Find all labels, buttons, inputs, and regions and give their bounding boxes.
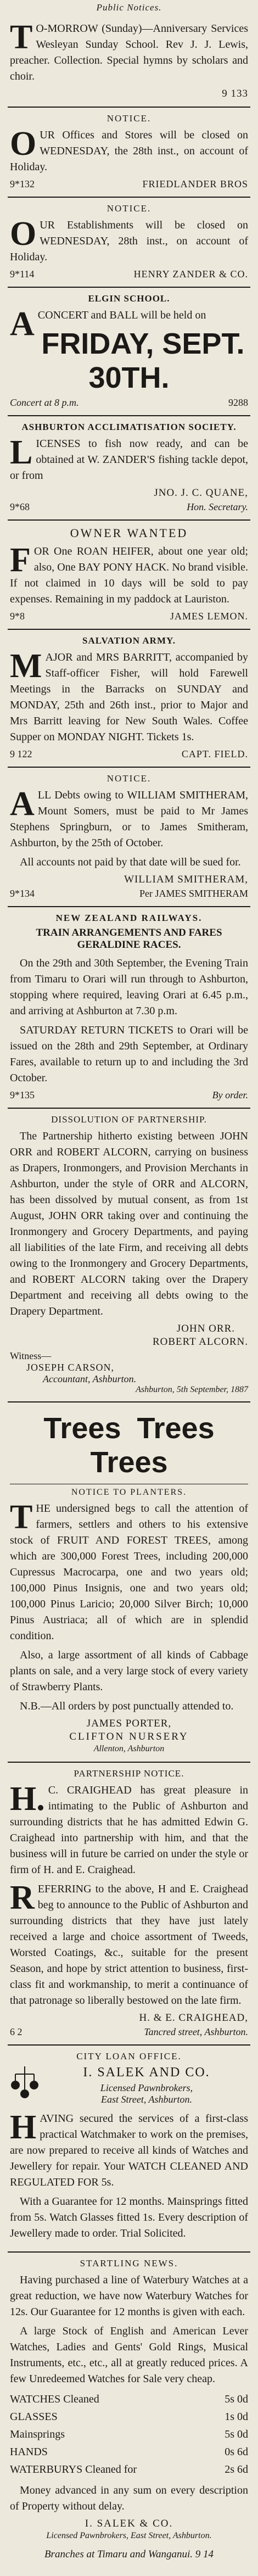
ad-footer [10,269,248,280]
ad-ref: 9*132 [10,178,35,189]
price-value: 5s 0d [225,2393,248,2405]
ad-ref: 9*134 [10,888,35,899]
ad-body: LICENSES to fish now ready, and can be obtained at W. ZANDER'S fishing tackle depot, or from [10,434,248,482]
ad-trees [8,1402,250,1763]
business-line: Licensed Pawnbrokers, East Street, Ashburton. [46,2531,212,2540]
ad-body: With a Guarantee for 12 months. Mainsprings fitted from 5s. Watch Glasses fitted 1s. Every description of Jewellery made to order. Trial Solicited. [10,2195,248,2239]
ad-heading: NOTICE TO PLANTERS. [10,1484,248,1497]
ad-heading: OWNER WANTED [70,526,188,540]
ad-body: OUR Establishments will be closed on WEDNESDAY, 28th inst., on account of Holiday. [10,215,248,263]
price-label: GLASSES [10,2411,58,2423]
ad-signature: JAMES PORTER, [86,1718,172,1729]
ad-city-loan [8,2046,250,2253]
business-line: Licensed Pawnbrokers, [100,2082,193,2093]
price-value: 1s 0d [225,2411,248,2423]
ad-ref: 9 122 [10,748,32,759]
ad-ref: 9288 [228,397,248,408]
ad-body: Also, a large assortment of all kinds of Cabbage plants on sale, and a very large stock of every variety of Strawberry Plants. [10,1649,248,1693]
nursery-place: Allenton, Ashburton [93,1744,165,1753]
price-row [10,2426,248,2443]
ad-heading: DISSOLUTION OF PARTNERSHIP. [51,1114,207,1125]
ad-owner-wanted [8,521,250,630]
ad-acclimatisation [8,416,250,521]
ad-signature: H. & E. CRAIGHEAD, [139,2012,248,2024]
ad-signature: HENRY ZANDER & CO. [133,269,248,280]
ad-footer [10,501,248,513]
ad-signature: JNO. J. C. QUANE, [154,487,248,499]
pawnbroker-balls-icon [10,2065,40,2099]
business-name: I. SALEK AND CO. [83,2065,210,2080]
ad-body: Money advanced in any sum on every description of Property without delay. [10,2484,248,2512]
ad-body: TO-MORROW (Sunday)—Anniversary Services Wesleyan Sunday School. Rev J. J. Lewis, preacher. Collection. Special hymns by scholars and choir. [10,19,248,82]
ad-footer [10,397,248,409]
ad-signature: By order. [212,1089,248,1100]
ad-banner: Trees Trees Trees [43,1412,215,1479]
newspaper-column [8,0,250,2567]
ad-friedlander [8,108,250,198]
ad-body: The Partnership hitherto existing between JOHN ORR and ROBERT ALCORN, carrying on business as Drapers, Ironmongers, and Provision Merchants in Ashburton, under the style of ORR and ALCORN, has been dissolved by mutual consent, as from 1st August, JOHN ORR taking over and continuing the Ironmongery and Grocery Departments, and paying all liabilities of the late Firm, and receiving all debts owing to the Ironmongery and Grocery Departments, and ROBERT ALCORN taking over the Drapery Department and receiving all debts owing to the Drapery Department. [10,1130,248,1317]
price-value: 0s 6d [225,2446,248,2458]
ad-footer [10,611,248,622]
ad-signature: I. SALEK & CO. [85,2518,173,2529]
ad-body: ALL Debts owing to WILLIAM SMITHERAM, Mount Somers, must be paid to Mr James Stephens Springburn, or to James Smitheram, Ashburton, by the 25th of October. [10,785,248,849]
ad-body: SATURDAY RETURN TICKETS to Orari will be issued on the 28th and 29th September, at Ordinary Fares, available to return up to and including the 3rd October. [10,1024,248,1084]
ad-masthead [10,2065,248,2105]
ad-masthead-text [45,2065,248,2105]
ad-ref: 9*135 [10,1089,35,1100]
ad-heading: NOTICE. [106,203,152,214]
ad-address: Tancred street, Ashburton. [144,2026,248,2037]
ad-startling-news [8,2253,250,2567]
ad-signature: JOHN ORR. [176,1323,235,1334]
ad-body: A large Stock of English and American Lever Watches, Ladies and Gents' Gold Rings, Musical Instruments, etc., etc., all at greatly reduced prices. A few Unredeemed Watches for Sale very cheap. [10,2325,248,2385]
ad-footer [10,2026,248,2038]
ad-footer [10,748,248,760]
price-label: WATERBURYS Cleaned for [10,2463,137,2476]
witness-label: Witness— [10,1350,52,1361]
ad-body: THE undersigned begs to call the attention of farmers, settlers and others to his extensive stock of FRUIT AND FOREST TREES, among which are 300,000 Forest Trees, including 200,000 Cupressus Macrocarpa, one and two years old; 100,000 Pinus Insignis, one and two years old; 100,000 Pinus Laricio; 20,000 Silver Birch; 10,000 Pinus Austriaca; all of which are in splendid condition. [10,1499,248,1642]
ad-body: H.C. CRAIGHEAD has great pleasure in intimating to the Public of Ashburton and surrounding districts that he has admitted Edwin G. Craighead into partnership with him, and that the business will in future be carried on under the style or firm of H. and E. Craighead. [10,1780,248,1876]
ad-signature: FRIEDLANDER BROS [142,178,248,189]
price-row [10,2390,248,2408]
ad-body: ACONCERT and BALL will be held on [10,305,206,343]
ad-elgin-school [8,288,250,416]
ad-body: On the 29th and 30th September, the Evening Train from Timaru to Orari will run through to Ashburton, stopping where required, leaving Orari at 6.45 p.m., and arriving at Ashburton at 7.30 p.m. [10,957,248,1017]
ad-body: MAJOR and MRS BARRITT, accompanied by Staff-officer Fisher, will hold Farewell Meetings in the Barracks on SUNDAY and MONDAY, 25th and 26th inst., prior to Major and Mrs Barritt leaving for New South Wales. Coffee Supper on MONDAY NIGHT. Tickets 1s. [10,647,248,743]
ad-footer [10,1089,248,1101]
ad-signature: WILLIAM SMITHERAM, [124,874,248,885]
ad-heading: SALVATION ARMY. [82,635,176,646]
witness-role: Accountant, Ashburton. [43,1373,137,1384]
price-label: HANDS [10,2446,48,2458]
ad-heading: STARTLING NEWS. [80,2258,178,2268]
price-row [10,2443,248,2461]
price-value: 2s 6d [225,2463,248,2476]
price-label: WATCHES Cleaned [10,2393,99,2405]
ad-note: N.B.—All orders by post punctually attended to. [20,1700,234,1712]
ad-craighead [8,1763,250,2046]
ad-heading: ASHBURTON ACCLIMATISATION SOCIETY. [21,422,237,432]
ad-body: FOR One ROAN HEIFER, about one year old; also, One BAY PONY HACK. No brand visible. If not claimed in 10 days will be sold to pay expenses. Remaining in my paddock at Lauriston. [10,541,248,605]
ad-date: Ashburton, 5th September, 1887 [136,1385,248,1394]
ad-ref: 9*68 [10,501,30,512]
nursery-name: CLIFTON NURSERY [69,1731,189,1742]
ad-signature: JAMES LEMON. [170,611,248,622]
price-row [10,2461,248,2478]
ad-railways [8,907,250,1109]
ad-body: Having purchased a line of Waterbury Watches at a great reduction, we have now Waterbury Watches for 12s. Our Guarantee for 12 months is given with each. [10,2274,248,2318]
ad-signature: ROBERT ALCORN. [152,1336,248,1348]
ad-smitheram [8,768,250,907]
price-label: Mainsprings [10,2428,65,2440]
ad-heading: CITY LOAN OFFICE. [76,2051,182,2061]
witness-name: JOSEPH CARSON, [26,1362,115,1373]
price-row [10,2408,248,2426]
ad-body: HAVING secured the services of a first-class practical Watchmaker to work on the premises, are now prepared to receive all kinds of Watches and Jewellery for repair. Your WATCH CLEANED AND REGULATED FOR 5s. [10,2109,248,2188]
ad-body: All accounts not paid by that date will be sued for. [20,856,241,868]
ad-footer [10,178,248,190]
ad-anniversary [8,15,250,108]
ad-salvation-army [8,630,250,768]
event-date: FRIDAY, SEPT. 30TH. [41,327,245,394]
event-time: Concert at 8 p.m. [10,397,79,408]
ad-body: OUR Offices and Stores will be closed on WEDNESDAY, the 28th inst., on account of Holiday. [10,125,248,173]
ad-footer [10,888,248,899]
branch-line: Branches at Timaru and Wanganui. 9 14 [44,2549,214,2560]
ad-heading: PARTNERSHIP NOTICE. [74,1768,184,1779]
ad-heading: ELGIN SCHOOL. [88,293,170,304]
ad-heading: NOTICE. [106,113,152,124]
section-heading: Public Notices. [96,2,162,13]
ad-dissolution [8,1109,250,1402]
ad-zander [8,198,250,288]
price-list [10,2390,248,2478]
ad-subheading: TRAIN ARRANGEMENTS AND FARES GERALDINE RACES. [36,927,222,951]
ad-body: REFERRING to the above, H and E. Craighead beg to announce to the Public of Ashburton and surrounding districts that they have just lately received a large and choice assortment of Tweeds, Worsted Coatings, &c., suitable for the present Season, and hope by strict attention to business, first-class fit and workmanship, to merit a continuance of that patronage so liberally bestowed on the late firm. [10,1879,248,2007]
ad-signature: Per JAMES SMITHERAM [139,888,248,899]
ad-ref: 9 133 [222,88,248,99]
ad-role: Hon. Secretary. [187,501,248,512]
ad-ref: 9*114 [10,269,35,280]
ad-ref: 9*8 [10,611,25,622]
business-line: East Street, Ashburton. [101,2094,192,2105]
ad-heading: NOTICE. [106,773,152,784]
ad-ref: 6 2 [10,2026,23,2037]
ad-signature: CAPT. FIELD. [181,748,248,759]
price-value: 5s 0d [225,2428,248,2440]
ad-heading: NEW ZEALAND RAILWAYS. [55,913,203,923]
